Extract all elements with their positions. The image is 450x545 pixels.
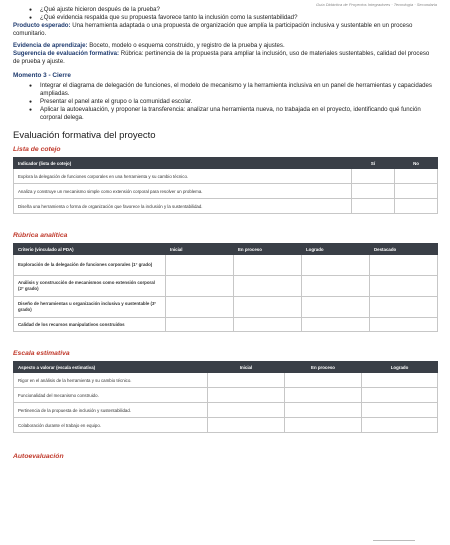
evidencia-paragraph [13, 42, 437, 50]
momento3-list [13, 82, 437, 122]
cotejo-title: Lista de cotejo [13, 146, 61, 153]
table-cell: Exploración de la delegación de funciones corporales (1° grado) [14, 255, 166, 276]
check-cell[interactable] [395, 169, 438, 184]
check-cell[interactable] [395, 199, 438, 214]
check-cell[interactable] [352, 169, 395, 184]
cotejo-table [13, 157, 438, 214]
list-item: ● Presentar el panel ante el grupo o la comunidad escolar. [13, 98, 437, 106]
column-header: Logrado [302, 244, 370, 255]
check-cell[interactable] [352, 184, 395, 199]
column-header: Logrado [362, 362, 438, 373]
column-header: En proceso [285, 362, 362, 373]
list-item: ● ¿Qué evidencia respalda que su propuesta favorece tanto la inclusión como la sustentabilidad? [13, 14, 437, 22]
sugerencia-label: Sugerencia de evaluación formativa: [13, 50, 120, 57]
evidencia-text: Boceto, modelo o esquema construido, y registro de la prueba y ajustes. [89, 42, 285, 49]
column-header: Indicador (lista de cotejo) [14, 158, 352, 169]
table-row [14, 318, 438, 332]
table-header-row [14, 158, 438, 169]
producto-paragraph [13, 22, 437, 38]
escala-title: Escala estimativa [13, 350, 70, 357]
document-body [13, 6, 437, 464]
table-cell: Analiza y construye un mecanismo simple como extensión corporal para resolver un problema. [14, 184, 352, 199]
rubrica-table [13, 243, 438, 332]
footer-divider [373, 540, 415, 541]
table-header-row [14, 244, 438, 255]
autoevaluacion-title: Autoevaluación [13, 453, 64, 460]
sugerencia-text: Rúbrica: pertinencia de la propuesta para ampliar la inclusión, uso de materiales sustentables, calidad del proceso de prueba y ajuste. [13, 50, 430, 65]
table-cell: Colaboración durante el trabajo en equipo. [14, 418, 208, 433]
table-cell: Rigor en el análisis de la herramienta y su cambio técnico. [14, 373, 208, 388]
momento3-heading: Momento 3 - Cierre [13, 72, 71, 79]
escala-table [13, 361, 438, 433]
producto-label: Producto esperado: [13, 22, 71, 29]
column-header: Inicial [208, 362, 285, 373]
table-row [14, 403, 438, 418]
table-row [14, 418, 438, 433]
table-cell: Calidad de los recursos manipulativos construidos [14, 318, 166, 332]
table-cell: Explora la delegación de funciones corporales en una herramienta y su cambio técnico. [14, 169, 352, 184]
column-header: Sí [352, 158, 395, 169]
list-item: ● Integrar el diagrama de delegación de funciones, el modelo de mecanismo y la herramienta inclusiva en un panel de herramientas y capacidades ampliadas. [13, 82, 437, 98]
column-header: Destacado [370, 244, 438, 255]
rubrica-title: Rúbrica analítica [13, 232, 68, 239]
column-header: No [395, 158, 438, 169]
table-row [14, 373, 438, 388]
table-cell: Diseño de herramientas u organización inclusiva y sustentable (3° grado) [14, 297, 166, 318]
table-row [14, 184, 438, 199]
column-header: Inicial [166, 244, 234, 255]
list-item: ● ¿Qué ajuste hicieron después de la prueba? [13, 6, 437, 14]
table-cell: Diseña una herramienta o forma de organización que favorece la inclusión y la sustentabilidad. [14, 199, 352, 214]
list-item: ● Aplicar la autoevaluación, y proponer la transferencia: analizar una herramienta nueva, no trabajada en el proyecto, identificando qué función corporal delega. [13, 106, 437, 122]
section-title: Evaluación formativa del proyecto [13, 130, 156, 141]
running-header: Guía Didáctica de Proyectos Integradores · Tecnología · Secundaria [315, 2, 437, 7]
sugerencia-paragraph [13, 50, 437, 66]
table-header-row [14, 362, 438, 373]
table-cell: Funcionalidad del mecanismo construido. [14, 388, 208, 403]
table-row [14, 297, 438, 318]
column-header: Criterio (vinculado al PDA) [14, 244, 166, 255]
table-row [14, 169, 438, 184]
check-cell[interactable] [352, 199, 395, 214]
table-cell: Análisis y construcción de mecanismos como extensión corporal (2° grado) [14, 276, 166, 297]
evidencia-label: Evidencia de aprendizaje: [13, 42, 88, 49]
table-row [14, 276, 438, 297]
column-header: En proceso [234, 244, 302, 255]
table-row [14, 199, 438, 214]
intro-question-list [13, 6, 437, 22]
check-cell[interactable] [395, 184, 438, 199]
table-cell: Pertinencia de la propuesta de inclusión y sustentabilidad. [14, 403, 208, 418]
table-row [14, 255, 438, 276]
producto-text: Una herramienta adaptada o una propuesta de organización que amplía la participación inclusiva y sustentable en un proceso comunitario. [13, 22, 413, 37]
column-header: Aspecto a valorar (escala estimativa) [14, 362, 208, 373]
table-row [14, 388, 438, 403]
